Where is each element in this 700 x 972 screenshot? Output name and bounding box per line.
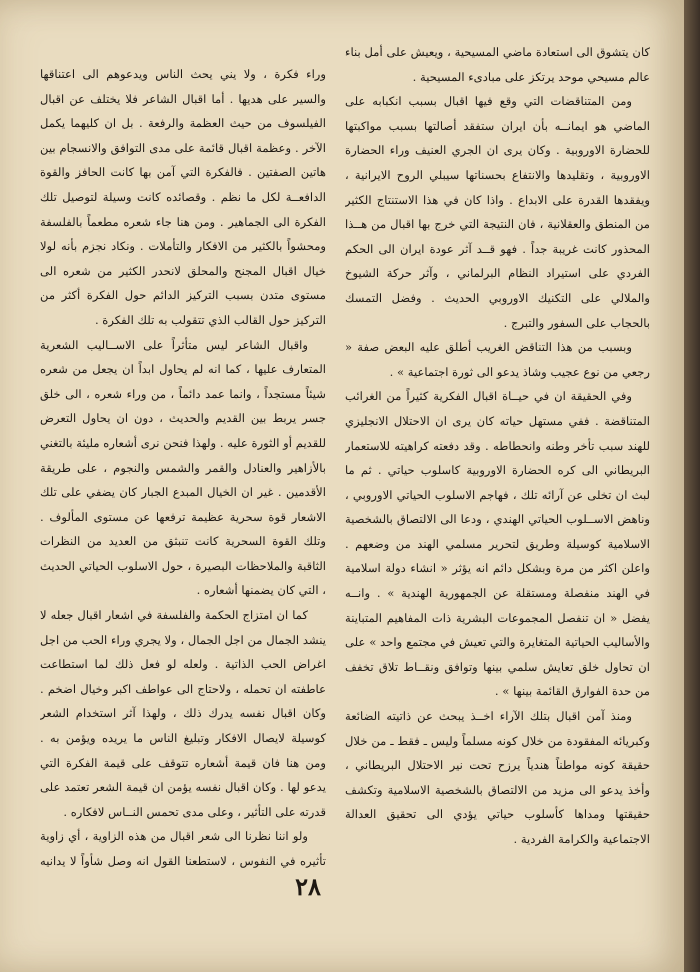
paragraph: ومن المتناقضات التي وقع فيها اقبال بسبب انكبابه على الماضي هو ايمانــه بأن ايران ستفقد أصالتها بسبب مواكبتها للحضارة الاوروبية . وكان يرى ان الجري العنيف وراء الحضارة الاوروبية ، وتقليدها والانتفاع بحسناتها سيبلي الروح الايرانية ، ويفقدها القدرة على الابداع . واذا كان في هذا الاستنتاج الكثير من المنطق والعقلانية ، فان النتيجة التي خرج بها اقبال من هــذا المحذور كانت غريبة جداً . فهو قــد آثر عودة ايران الى الحكم الفردي على استيراد النظام البرلماني ، وآثر حركة الشيوخ والملالي على التكنيك الاوروبي الحديث . وفضل التمسك بالحجاب على السفور والتبرج . [345, 94, 650, 330]
page-edge [684, 0, 700, 972]
paragraph: وراء فكرة ، ولا يني يحث الناس ويدعوهم الى اعتناقها والسير على هديها . أما اقبال الشاعر فلا يختلف عن اقبال الفيلسوف من حيث العظمة والرفعة . بل ان كليهما يكمل الآخر . وعظمة اقبال قائمة على مدى التوافق والانسجام بين هاتين الصفتين . فالفكرة التي آمن بها كانت الحافز والقوة الدافعــة لكل ما نظم . وقصائده كانت وسيلة لتوصيل تلك الفكرة الى الجماهير . ومن هنا جاء شعره مطعماً بالفلسفة ومحشواً بالكثير من الافكار والتأملات . ونكاد نجزم بأنه لولا خيال اقبال المجنح والمحلق لانحدر الكثير من شعره الى مستوى متدن بسبب التركيز الدائم حول الفكرة أكثر من التركيز حول القالب الذي تتقولب به تلك الفكرة . [40, 67, 326, 327]
paragraph: كان يتشوق الى استعادة ماضي المسيحية ، ويعيش على أمل بناء عالم مسيحي موحد يرتكز على مبادىء المسيحية . [345, 45, 650, 84]
left-column [40, 62, 326, 872]
paragraph: ومنذ آمن اقبال بتلك الآراء اخــذ يبحث عن ذاتيته الضائعة وكبريائه المفقودة من خلال كونه مسلماً وليس ـ فقط ـ من خلال حقيقة كونه مواطناً هندياً يرزح تحت نير الاحتلال البريطاني ، وأخذ يدعو الى مزيد من الالتصاق بالشخصية الاسلامية وتكشف حقيقتها ومداها كأسلوب حياتي يؤدي الى تحقيق العدالة الاجتماعية والكرامة الفردية . [345, 709, 650, 846]
paragraph: كما ان امتزاج الحكمة والفلسفة في اشعار اقبال جعله لا ينشد الجمال من اجل الجمال ، ولا يجري وراء الحب من اجل اغراض الحب الذاتية . ولعله لو فعل ذلك لما استطاعت عاطفته ان تحمله ، ولاحتاج الى عواطف اكبر وخيال اضخم . وكان اقبال نفسه يدرك ذلك ، ولهذا آثر استخدام الشعر كوسيلة لايصال الافكار وتبليغ الناس ما يريده ويؤمن به . ومن هنا فان قيمة أشعاره تتوقف على قيمة الفكرة التي يدعو لها . وكان اقبال نفسه يؤمن ان قيمة الشعر تعتمد على قدرته على التأثير ، وعلى مدى تحمس النــاس لافكاره . [40, 608, 326, 819]
right-column [345, 40, 650, 850]
paragraph: وفي الحقيقة ان في حيــاة اقبال الفكرية كثيراً من الغرائب المتناقضة . ففي مستهل حياته كان يرى ان الاحتلال الانجليزي للهند سبب تأخر وطنه وانحطاطه . وقد دفعته كراهيته للاستعمار البريطاني الى كره الحضارة الاوروبية كاسلوب حياتي . ثم ما لبث ان تخلى عن آرائه تلك ، فهاجم الاسلوب الحياتي الاوروبي ، وناهض الاســلوب الحياتي الهندي ، ودعا الى الالتصاق بالشخصية الاسلامية كوسيلة وطريق لتحرير مسلمي الهند من وضعهم . واعلن اكثر من مرة وبشكل دائم انه يؤثر « انشاء دولة اسلامية في الهند منفصلة ومستقلة عن الجمهورية الهندية » . وانــه يفضل « ان تنفصل المجموعات البشرية ذات المفاهيم المتباينة والأساليب الحياتية المتغايرة والتي تعيش في مجتمع واحد » على ان تحاول خلق تعايش سلمي بينها وتوافق ونقــاط تلاق تخفف من حدة الفوارق القائمة بينها » . [345, 389, 650, 699]
paragraph: وبسبب من هذا التناقض الغريب أطلق عليه البعض صفة « رجعي من نوع عجيب وشاذ يدعو الى ثورة اجتماعية » . [345, 340, 650, 379]
page-number: ٢٨ [295, 872, 321, 901]
paragraph: واقبال الشاعر ليس متأثراً على الاســاليب الشعرية المتعارف عليها ، كما انه لم يحاول ابداً ان يجعل من شعره شيئاً مستجداً ، وانما عمد دائماً ، من وراء شعره ، الى خلق جسر يربط بين القديم والحديث ، دون ان يحاول التعرض للقديم أو الثورة عليه . ولهذا فنحن نرى أشعاره مليئة بالتغني بالأزاهير والعنادل والقمر والشمس والنجوم ، على طريقة الأقدمين . غير ان الخيال المبدع الجبار كان يضفي على تلك الاشعار قوة سحرية عظيمة ترفعها عن مستوى المألوف . وتلك القوة السحرية كانت تنبثق من العديد من النظرات الثاقبة والملاحظات البصيرة ، حول الاسلوب الحياتي الحديث ، التي كان يضمنها أشعاره . [40, 337, 326, 598]
paragraph: ولو اننا نظرنا الى شعر اقبال من هذه الزاوية ، أي زاوية تأثيره في النفوس ، لاستطعنا القول انه وصل شأواً لا يدانيه [40, 829, 326, 868]
